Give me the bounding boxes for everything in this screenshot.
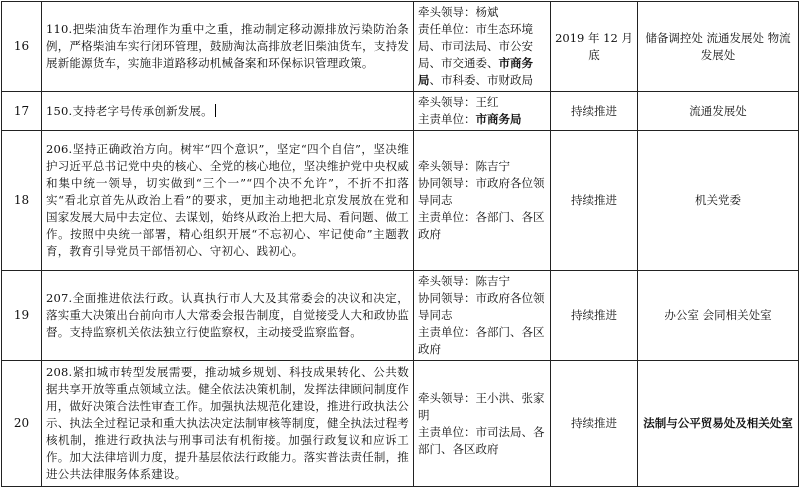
lead-line: 主责单位： [418,112,476,126]
table-row [2,361,799,487]
progress-cell: 2019 年 12 月底 [551,2,638,92]
lead-cell [414,361,551,487]
dept-cell: 法制与公平贸易处及相关处室 [638,361,799,487]
row-number: 20 [2,361,42,487]
lead-cell [414,271,551,361]
text-cursor [215,104,216,117]
lead-line: 牵头领导：王小洪、张家明 [418,390,545,422]
lead-cell [414,131,551,271]
lead-line: 主责单位：各部门、各区政府 [418,210,545,241]
progress-cell: 持续推进 [551,361,638,487]
table-row [2,2,799,92]
lead-line: 、市科委、市财政局 [429,73,533,87]
dept-cell: 办公室 会同相关处室 [638,271,799,361]
task-text: 207.全面推进依法行政。认真执行市人大及其常委会的决议和决定，落实重大决策出台前向市人大常委会报告制度，自觉接受人大和政协监督。支持监察机关依法独立行使监察权，主动接受监察监督。 [42,271,414,361]
lead-line: 牵头领导：陈吉宁 [418,274,510,288]
lead-bold: 市商务局 [475,112,522,126]
progress-cell: 持续推进 [551,271,638,361]
lead-line: 主责单位：各部门、各区政府 [418,325,545,356]
dept-cell: 流通发展处 [638,92,799,131]
lead-line: 牵头领导：陈吉宁 [418,159,510,173]
task-text: 110.把柴油货车治理作为重中之重，推动制定移动源排放污染防治条例，严格柴油车实行闭环管理，鼓励淘汰高排放老旧柴油货车，支持发展新能源货车，实施非道路移动机械备案和环保标识管理政策。 [42,2,414,92]
lead-line: 协同领导：市政府各位领导同志 [418,291,545,322]
row-number: 18 [2,131,42,271]
row-number: 17 [2,92,42,131]
lead-line: 牵头领导：杨斌 [418,5,499,19]
task-cell[interactable] [42,92,414,131]
row-number: 16 [2,2,42,92]
lead-line: 主责单位：市司法局、各部门、各区政府 [418,424,545,456]
lead-cell [414,2,551,92]
task-text: 206.坚持正确政治方向。树牢“四个意识”，坚定“四个自信”，坚决维护习近平总书记党中央的核心、全党的核心地位，坚决维护党中央权威和集中统一领导，切实做到“三个一”“四个决不允许”，不折不扣落实“看北京首先从政治上看”的要求，更加主动地把北京发展放在党和国家发展大局中去定位、去谋划，始终从政治上把大局、看问题、做工作。按照中央统一部署，精心组织开展“不忘初心、牢记使命”主题教育，教育引导党员干部悟初心、守初心、践初心。 [42,131,414,271]
progress-cell: 持续推进 [551,92,638,131]
task-text: 208.紧扣城市转型发展需要，推动城乡规划、科技成果转化、公共数据共享开放等重点领域立法。健全依法决策机制，发挥法律顾问制度作用，做好决策合法性审查工作。加强执法规范化建设，推进行政执法公示、执法全过程记录和重大执法决定法制审核等制度，健全执法过程考核机制，推进行政执法与刑事司法有机衔接。加强行政复议和应诉工作。加大法律培训力度，提升基层依法行政能力。落实普法责任制，推进公共法律服务体系建设。 [42,361,414,487]
lead-cell [414,92,551,131]
row-number: 19 [2,271,42,361]
table-row [2,92,799,131]
lead-line: 责任单位：市生态环境局、市司法局、市公安局、市交通委、 [418,22,533,70]
lead-bold: 市商务局 [418,56,533,87]
table-row [2,131,799,271]
task-text: 150.支持老字号传承创新发展。 [46,103,213,118]
lead-line: 牵头领导：王红 [418,95,499,109]
table-row [2,271,799,361]
progress-cell: 持续推进 [551,131,638,271]
dept-cell: 机关党委 [638,131,799,271]
task-table [1,1,799,487]
lead-line: 协同领导：市政府各位领导同志 [418,176,545,207]
dept-cell: 储备调控处 流通发展处 物流发展处 [638,2,799,92]
